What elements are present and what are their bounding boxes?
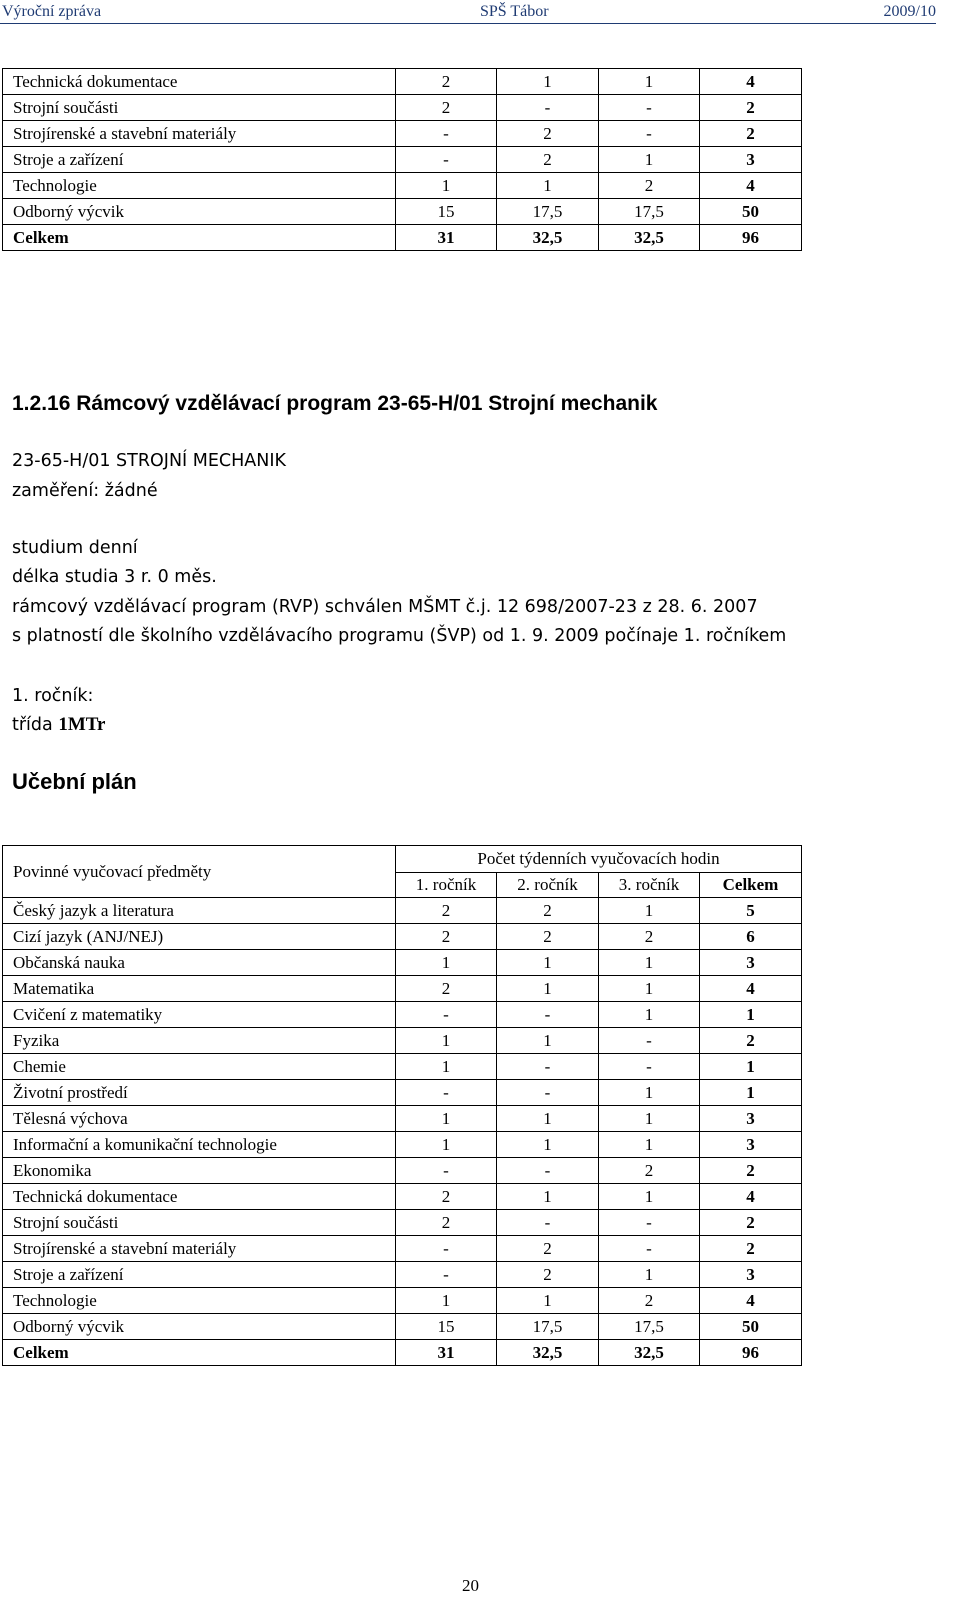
subject-name: Matematika bbox=[3, 976, 396, 1002]
class-label bbox=[12, 714, 105, 736]
hours-total-cell: 2 bbox=[700, 121, 802, 147]
subject-name: Strojní součásti bbox=[3, 1210, 396, 1236]
hours-total-cell: 2 bbox=[700, 1158, 802, 1184]
hours-cell: 15 bbox=[396, 199, 497, 225]
hours-cell: - bbox=[396, 1262, 497, 1288]
rvp-approval: rámcový vzdělávací program (RVP) schválen MŠMT č.j. 12 698/2007-23 z 28. 6. 2007 bbox=[12, 597, 758, 617]
hours-cell: 2 bbox=[599, 173, 700, 199]
table-row bbox=[3, 1236, 802, 1262]
hours-cell: - bbox=[396, 1158, 497, 1184]
hours-total-cell: 96 bbox=[700, 1340, 802, 1366]
hours-cell: 1 bbox=[599, 1262, 700, 1288]
hours-cell: 1 bbox=[396, 1288, 497, 1314]
study-type: studium denní bbox=[12, 538, 138, 558]
subject-name: Ekonomika bbox=[3, 1158, 396, 1184]
hours-cell: - bbox=[599, 1210, 700, 1236]
table-row bbox=[3, 1002, 802, 1028]
subject-name: Cvičení z matematiky bbox=[3, 1002, 396, 1028]
hours-total-cell: 3 bbox=[700, 1106, 802, 1132]
table-row bbox=[3, 121, 802, 147]
table-row bbox=[3, 1158, 802, 1184]
subject-name: Stroje a zařízení bbox=[3, 147, 396, 173]
table-row bbox=[3, 225, 802, 251]
header-title: Výroční zpráva bbox=[2, 3, 102, 20]
hours-cell: - bbox=[599, 1236, 700, 1262]
table-row bbox=[3, 1054, 802, 1080]
hours-cell: 1 bbox=[396, 1054, 497, 1080]
hours-cell: 1 bbox=[599, 147, 700, 173]
hours-cell: 1 bbox=[497, 69, 599, 95]
subject-name: Cizí jazyk (ANJ/NEJ) bbox=[3, 924, 396, 950]
hours-cell: - bbox=[396, 1002, 497, 1028]
hours-cell: - bbox=[497, 1158, 599, 1184]
hours-cell: 2 bbox=[396, 1210, 497, 1236]
subject-name: Technologie bbox=[3, 173, 396, 199]
hours-total-cell: 50 bbox=[700, 199, 802, 225]
page-number: 20 bbox=[462, 1576, 479, 1595]
table-row bbox=[3, 147, 802, 173]
hours-cell: 2 bbox=[497, 1262, 599, 1288]
hours-total-cell: 2 bbox=[700, 1210, 802, 1236]
table-row bbox=[3, 1210, 802, 1236]
hours-cell: 17,5 bbox=[497, 1314, 599, 1340]
page-header bbox=[0, 0, 960, 24]
table-row bbox=[3, 950, 802, 976]
hours-cell: - bbox=[396, 1080, 497, 1106]
hours-cell: 2 bbox=[396, 898, 497, 924]
col-year-1: 1. ročník bbox=[396, 873, 497, 898]
hours-total-cell: 4 bbox=[700, 69, 802, 95]
hours-cell: 1 bbox=[599, 1080, 700, 1106]
subject-name: Strojírenské a stavební materiály bbox=[3, 1236, 396, 1262]
hours-cell: - bbox=[497, 1210, 599, 1236]
hours-cell: 2 bbox=[396, 69, 497, 95]
plan-title: Učební plán bbox=[12, 769, 137, 794]
header-year: 2009/10 bbox=[883, 3, 936, 20]
hours-cell: 1 bbox=[497, 1132, 599, 1158]
header-divider bbox=[0, 23, 936, 24]
hours-cell: - bbox=[396, 1236, 497, 1262]
table-row bbox=[3, 1262, 802, 1288]
hours-cell: 1 bbox=[497, 976, 599, 1002]
subject-name: Strojní součásti bbox=[3, 95, 396, 121]
subject-name: Technická dokumentace bbox=[3, 69, 396, 95]
hours-cell: 31 bbox=[396, 1340, 497, 1366]
table-row bbox=[3, 1340, 802, 1366]
subject-name: Informační a komunikační technologie bbox=[3, 1132, 396, 1158]
hours-cell: 32,5 bbox=[599, 225, 700, 251]
lesson-plan-table-continued bbox=[2, 68, 802, 251]
hours-total-cell: 4 bbox=[700, 173, 802, 199]
hours-total-cell: 4 bbox=[700, 976, 802, 1002]
table-row bbox=[3, 199, 802, 225]
hours-cell: 1 bbox=[497, 1288, 599, 1314]
table-row bbox=[3, 1314, 802, 1340]
hours-cell: 15 bbox=[396, 1314, 497, 1340]
hours-total-cell: 3 bbox=[700, 147, 802, 173]
hours-cell: 31 bbox=[396, 225, 497, 251]
hours-cell: - bbox=[599, 1054, 700, 1080]
hours-cell: - bbox=[497, 1080, 599, 1106]
table-row bbox=[3, 924, 802, 950]
subject-name: Technická dokumentace bbox=[3, 1184, 396, 1210]
hours-cell: 17,5 bbox=[599, 1314, 700, 1340]
subject-name: Stroje a zařízení bbox=[3, 1262, 396, 1288]
hours-cell: 2 bbox=[599, 1158, 700, 1184]
hours-total-cell: 2 bbox=[700, 95, 802, 121]
class-name: 1MTr bbox=[58, 714, 106, 735]
hours-total-cell: 1 bbox=[700, 1054, 802, 1080]
table-row bbox=[3, 1288, 802, 1314]
subject-name: Odborný výcvik bbox=[3, 199, 396, 225]
svp-validity: s platností dle školního vzdělávacího programu (ŠVP) od 1. 9. 2009 počínaje 1. ročníkem bbox=[12, 626, 787, 646]
hours-cell: 1 bbox=[396, 1106, 497, 1132]
hours-cell: 1 bbox=[599, 976, 700, 1002]
section-heading: 1.2.16 Rámcový vzdělávací program 23-65-H/01 Strojní mechanik bbox=[12, 392, 658, 415]
subjects-header: Povinné vyučovací předměty bbox=[3, 846, 396, 898]
subject-name: Životní prostředí bbox=[3, 1080, 396, 1106]
table-row bbox=[3, 1132, 802, 1158]
hours-cell: - bbox=[497, 1002, 599, 1028]
hours-cell: - bbox=[497, 95, 599, 121]
hours-cell: 1 bbox=[497, 1184, 599, 1210]
hours-cell: 32,5 bbox=[497, 1340, 599, 1366]
subject-name: Chemie bbox=[3, 1054, 396, 1080]
hours-cell: - bbox=[396, 121, 497, 147]
table-row bbox=[3, 69, 802, 95]
hours-cell: 1 bbox=[497, 950, 599, 976]
hours-cell: 1 bbox=[599, 69, 700, 95]
col-year-3: 3. ročník bbox=[599, 873, 700, 898]
hours-cell: - bbox=[599, 121, 700, 147]
hours-cell: 17,5 bbox=[599, 199, 700, 225]
hours-cell: 17,5 bbox=[497, 199, 599, 225]
hours-total-cell: 6 bbox=[700, 924, 802, 950]
subject-name: Celkem bbox=[3, 1340, 396, 1366]
hours-total-cell: 3 bbox=[700, 1262, 802, 1288]
subject-name: Občanská nauka bbox=[3, 950, 396, 976]
hours-cell: 1 bbox=[497, 1028, 599, 1054]
hours-total-cell: 50 bbox=[700, 1314, 802, 1340]
hours-cell: 2 bbox=[396, 1184, 497, 1210]
hours-cell: 2 bbox=[599, 1288, 700, 1314]
subject-name: Strojírenské a stavební materiály bbox=[3, 121, 396, 147]
hours-cell: 2 bbox=[497, 121, 599, 147]
subject-name: Český jazyk a literatura bbox=[3, 898, 396, 924]
hours-cell: 2 bbox=[497, 147, 599, 173]
subject-name: Fyzika bbox=[3, 1028, 396, 1054]
table-row bbox=[3, 95, 802, 121]
hours-cell: 2 bbox=[396, 95, 497, 121]
hours-total-cell: 2 bbox=[700, 1236, 802, 1262]
hours-cell: 2 bbox=[497, 1236, 599, 1262]
hours-cell: - bbox=[396, 147, 497, 173]
subject-name: Technologie bbox=[3, 1288, 396, 1314]
hours-cell: 32,5 bbox=[497, 225, 599, 251]
table-row bbox=[3, 1028, 802, 1054]
hours-cell: 1 bbox=[396, 173, 497, 199]
hours-total-cell: 1 bbox=[700, 1080, 802, 1106]
hours-cell: 32,5 bbox=[599, 1340, 700, 1366]
hours-total-cell: 2 bbox=[700, 1028, 802, 1054]
program-code: 23-65-H/01 STROJNÍ MECHANIK bbox=[12, 451, 286, 471]
hours-cell: 2 bbox=[396, 976, 497, 1002]
year-label: 1. ročník: bbox=[12, 686, 94, 706]
study-length: délka studia 3 r. 0 měs. bbox=[12, 567, 217, 587]
hours-group-header: Počet týdenních vyučovacích hodin bbox=[396, 846, 802, 873]
hours-total-cell: 3 bbox=[700, 950, 802, 976]
header-school: SPŠ Tábor bbox=[480, 3, 549, 20]
hours-cell: 1 bbox=[396, 1028, 497, 1054]
table-row bbox=[3, 976, 802, 1002]
hours-cell: 2 bbox=[497, 898, 599, 924]
hours-cell: 2 bbox=[396, 924, 497, 950]
hours-cell: 1 bbox=[599, 1002, 700, 1028]
hours-total-cell: 5 bbox=[700, 898, 802, 924]
hours-total-cell: 3 bbox=[700, 1132, 802, 1158]
hours-cell: 2 bbox=[497, 924, 599, 950]
program-focus: zaměření: žádné bbox=[12, 481, 158, 501]
table-row bbox=[3, 898, 802, 924]
hours-cell: - bbox=[599, 95, 700, 121]
hours-cell: - bbox=[497, 1054, 599, 1080]
hours-cell: - bbox=[599, 1028, 700, 1054]
hours-total-cell: 4 bbox=[700, 1184, 802, 1210]
hours-cell: 1 bbox=[599, 1106, 700, 1132]
hours-cell: 1 bbox=[599, 1184, 700, 1210]
class-prefix: třída bbox=[12, 715, 59, 735]
table-row bbox=[3, 1106, 802, 1132]
hours-total-cell: 4 bbox=[700, 1288, 802, 1314]
hours-cell: 1 bbox=[599, 898, 700, 924]
table-row bbox=[3, 1080, 802, 1106]
hours-total-cell: 1 bbox=[700, 1002, 802, 1028]
subject-name: Tělesná výchova bbox=[3, 1106, 396, 1132]
lesson-plan-table bbox=[2, 845, 802, 1366]
hours-total-cell: 96 bbox=[700, 225, 802, 251]
hours-cell: 2 bbox=[599, 924, 700, 950]
col-total: Celkem bbox=[700, 873, 802, 898]
hours-cell: 1 bbox=[497, 173, 599, 199]
hours-cell: 1 bbox=[396, 1132, 497, 1158]
table-row bbox=[3, 173, 802, 199]
hours-cell: 1 bbox=[396, 950, 497, 976]
subject-name: Celkem bbox=[3, 225, 396, 251]
col-year-2: 2. ročník bbox=[497, 873, 599, 898]
table-row bbox=[3, 1184, 802, 1210]
hours-cell: 1 bbox=[599, 1132, 700, 1158]
subject-name: Odborný výcvik bbox=[3, 1314, 396, 1340]
hours-cell: 1 bbox=[497, 1106, 599, 1132]
hours-cell: 1 bbox=[599, 950, 700, 976]
